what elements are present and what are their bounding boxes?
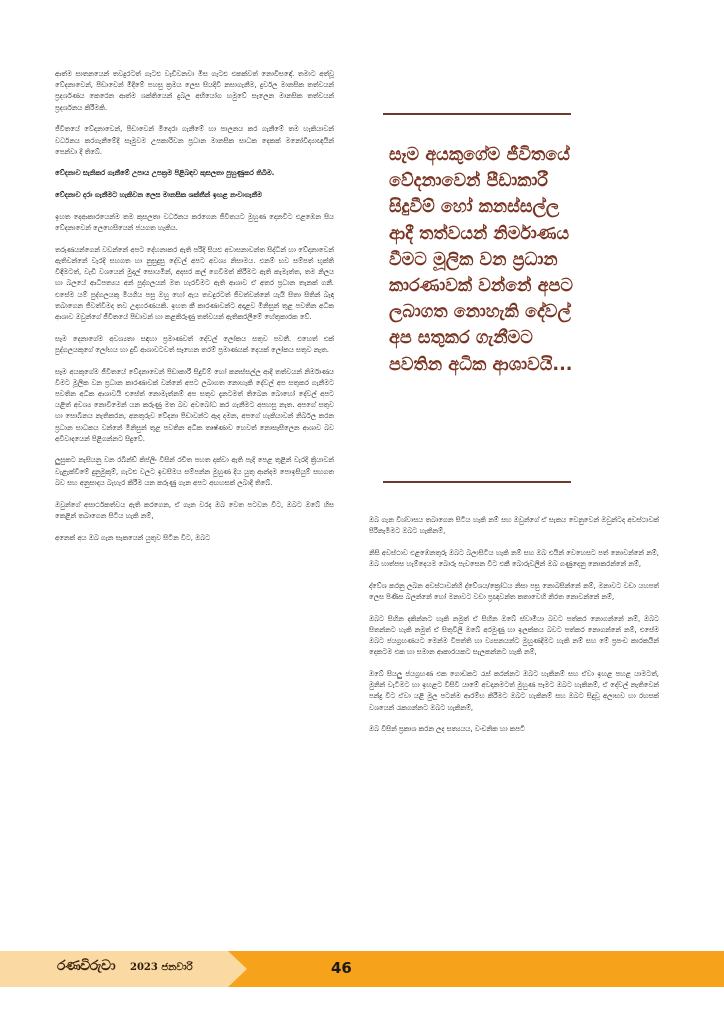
body-paragraph: ඔවුන්ගේ අසාර්ථකත්වය ඇති කරගෙන, ඒ ගැන වරද ඔබ වෙත පටවන විට, ඔබට ඔබේ හිස කෙළින් තබාගෙන සිටිය හැකි නම්, xyxy=(55,500,334,520)
subheading-paragraph: වේදනාව සැනිකර ගැනීමේ උපාය උපක්‍රම පිළිබඳව කුසලතා පුහුණුකර තිබීම. xyxy=(55,169,275,178)
body-paragraph: ද්වේශ කරනු ලබන අවස්ථාවන්හි ද්වේශය/ක්‍රෝධය නිසා පසු නොබසින්නේ නම්, මනාවට වඩා යහපත් ලෙස පිණිස බලන්නේ හෝ මනාවට වඩා ප්‍රඥාවන්ත කතාවෙහි නිරත නොවන්නේ නම්, xyxy=(369,581,659,602)
right-text-column xyxy=(369,515,659,746)
magazine-logo: රණවිරුවා xyxy=(57,958,116,974)
footer-highlight-band xyxy=(0,951,247,987)
body-paragraph: ඔබට සිහින දකින්නට හැකි නමුත් ඒ සිහින ඔබේ ස්වාමියා බවට පත්කර නොගන්නේ නම්, ඔබට සිතන්නට හැකි නමුත් ඒ සිතුවිලි ඔබේ අරමුණු හා ඉලක්කය බවට පත්කර නොගන්නේ නම්, එසේම ඔබට ජයග්‍රහණයට මෙන්ම විපත්ති හා ව්‍යසනයන්ට මුහුණදීමට හැකි නම් සහ මේ ප්‍රපංච කාරකයින් දෙකටම එක හා සමාන ආකාරයකට සැලකන්නට හැකි නම්, xyxy=(369,614,659,657)
issue-date: 2023 ජනවාරි xyxy=(130,962,193,973)
body-paragraph: නිසි අවස්ථාව එළඹෙනතුරු ඔබට බලාසිටිය හැකි නම් සහ ඔබ එයින් වෙහෙසට පත් නොවන්නේ නම්, ඔබ හාත්පස හැම්දෙයම බොරු පැවසෙන විට එකී බොරුවලින් ඔබ ගණුදෙනු නොකරන්නේ නම්, xyxy=(369,548,659,569)
body-paragraph: ඔබ ගැන විශ්වාසය තබාගෙන සිටිය හැකි නම් සහ ඔවුන්ගේ ඒ සැකය වෙනුවෙන් ඔවුන්ටද අවස්ථාවක් පිරිනැමීමට ඔබට හැකිනම්, xyxy=(369,516,659,536)
pull-quote-bottom-rule xyxy=(383,481,571,483)
body-paragraph: අනෙක් අය ඔබ ගැන සැකයෙන් යුතුව සිටින විට, ඔබට xyxy=(55,533,211,542)
body-paragraph: ඔබ විසින් ප්‍රකාශ කරන ලද සත්‍යයය, වංචනික හා කපටි xyxy=(369,725,526,734)
body-paragraph: ඉහත දෙආකාරයෙන්ම තම කුසලතා වර්ධනය කරගෙන ජීවිතයට මුහුණ දෙනවිට එළඹෙන සිය වේදනාවෙන් ලෙහෙසියෙන් ජයගත හැකිය. xyxy=(55,212,334,233)
body-paragraph: සෑම දෙනාගේම අවශ්‍යතා සඳහා ප්‍රමාණවත් දේවල් ලෝකය සතුව පවතී. එහෙත් එක් පුද්ගලයකුගේ ලෝභය හා දුඩී ආශාවටවත් සෑහෙන තරම් ප්‍රමාණයක් දෙයක් ලෝකය සතුව නැත. xyxy=(55,334,334,354)
body-paragraph: සෑම අයකුගේම ජීවිතයේ වේදනාවෙන් පීඩාකාරී සිදුවීම් හෝ කනස්සල්ල ආදී තත්වයන් නිර්මාණය වීමට මූලික වන ප්‍රධාන කාරණාවක් වන්නේ අපට ලබාගත නොහැකි දේවල් අප සතුකර ගැනීමට පවතින අධික ආශාවයි එසේත් නොමැත්නම් අප සතුව දැනටමත් තිබෙන බොහෝ දේවල් අපට යළිත් අවශ්‍ය නොවීමෙන් යන කරුණු මත බව අවබෝධ කර ගැනීමට අපහසු නැත. අපගේ සතුව හා සොබීනය නැතිකරන, අනතුරුව වේදනා පීඩාවන්ට ඇද දමන, අපගේ හැකියාවන් නිර්බල කරන ප්‍රධාන සාධකය වන්නේ මිනිසුන් තුළ පවතින අධික තෘෂ්ණාව හෙවත් නොසෑසීලෙන ආශාව බව අවිවාදයෙන් පිළිගන්නට සිදුවේ. xyxy=(55,367,334,443)
body-paragraph: ඔබේ සියලු ජයග්‍රහණ එක ගොඩකට රැස් කරන්නට ඔබට හැකිනම් සහ ඒවා ඉහළ පහළ යාමටත්, මුනින් වැටීමට හා ඉහළට විසිවී යාමේ අවදානමටත් මුහුණ පෑමට ඔබට හැකිනම්, ඒ දේවල් නැතිවෙන් පන්දු විට ඒවා යළි මුල පටන්ම ආරම්භ කිරීමට ඔබට හැකිනම් සහ ඔබට සිදුවූ අලාභව හා රහසක් වශයෙන් රැකගන්නට ඔබට හැකිනම්, xyxy=(369,670,659,712)
body-paragraph: ලුසුකට නැසියනු වන රබින්ඩ් කිප්ලිං විසින් රචිත පහත දක්වා ඇති පැදි පෙළ තුළින් වැරදි ක්‍රියාවන් වැළැක්වීමේ දුනුමුකුම්, ගැටළු වලට ඉවසීමය සම්පන්න මුහුණ දිය යුතු ආන්දම පොඉසියුම් සහගත බව සහ අනුසාදය බැහැර කිරීම යන කරුණු ගැන අපට අඟහසක් ලබාදී තිබේ. xyxy=(55,456,334,487)
body-paragraph: තරුණයන්ගෙන් වඩන්නේ අපට දේහනාකර ඇති පරිදි සියළු අවාසනාවන්ත සිද්ධින් හා වේදනාවෙන් ඇතිවන්නේ වැරදි සහගත හා නුසුදුසු දේවල් අපට අවශ්‍ය නිසාමය. එනම් භව සම්පත් භුක්ති විඳීමටත්, වැඩි වශයෙන් මුදල් සොයමින්, අදසර කල් ගෙවීමත් කිරීමට ඇති කැමැත්ත, තම නිලය හා බලයේ ආධිපත්‍යය අන් පුද්ගලයන් මත හැරවීමට ඇති ආශාව ඒ අතර ප්‍රධාන තැනක් ගනී. එසේම යම් පුද්ගලයකු මියගිය පසු ඔහු හෝ ඇය තවදුරටත් ජීවත්වන්නේ යැයි සිතා සිතින් බැඳ තබාගෙන ජීවත්වීමද තව උදාහරණයකි. ඉහත කී කාරණාවන්ට අදාළව මිනිසුන් තුළ පවතින අධික ආශාව ඔවුන්ගේ ජීවිතයේ පීඩාවන් හා කළකිරුණු තත්වයන් ඇතිකරලීමේ හේතුකාරක වේ. xyxy=(55,245,334,321)
body-paragraph: ජීවිතයේ වේදනාවෙන්, පීඩාවෙන් මිදෙරා ගැනීමේ හා පාලනය කර ගැනීමේ තම හැකියාවන් වර්ධනය කරගැනීමේදී සෑමුවම උපකාරිවන ප්‍රධාන මානසික සාධක දෙකක් මනෝවිද්‍යාඥයින් පෙන්වා දී තිබේ. xyxy=(55,125,334,156)
pull-quote-top-rule xyxy=(383,113,571,115)
subheading-paragraph: වේදනාව දරා ගැනීමට හැකිවන ලෙස මානසික ශක්තීන් ඉහළ නංවාගැනීම xyxy=(55,191,262,200)
left-text-column xyxy=(55,69,334,554)
page-number: 46 xyxy=(331,959,352,977)
page-footer xyxy=(0,951,724,987)
body-paragraph: ආත්ම සාතනයෙන් තවදුරටත් ගැටළු වැඩිවනවා මිස ගැටළු එකක්වත් නොවිසඳේ. තමාට අත්වූ වේදනාවෙන්, පීඩාවෙන් මිදීමේ පහසු ක්‍රමය ලෙස සියදිවි නසාගැනීම, දුර්වල මානසික තත්වයන් ප්‍රදර්ශණය කෙරෙන ආත්ම ශක්තියෙන් දුබල අභියෝග හමුවේ සැලෙන මානසික තත්වයන් ප්‍රදර්ශනය කිරීමකි. xyxy=(55,70,334,112)
pull-quote: සෑම අයකුගේම ජීවිතයේ වේදනාවෙන් පීඩාකාරී සිදුවීම් හෝ කනස්සල්ල ආදී තත්වයන් නිර්මාණය වීමට මූලික වන ප්‍රධාන කාරණාවක් වන්නේ අපට ලබාගත නොහැකි දේවල් අප සතුකර ගැනීමට පවතින අධික ආශාවයි... xyxy=(389,145,574,375)
